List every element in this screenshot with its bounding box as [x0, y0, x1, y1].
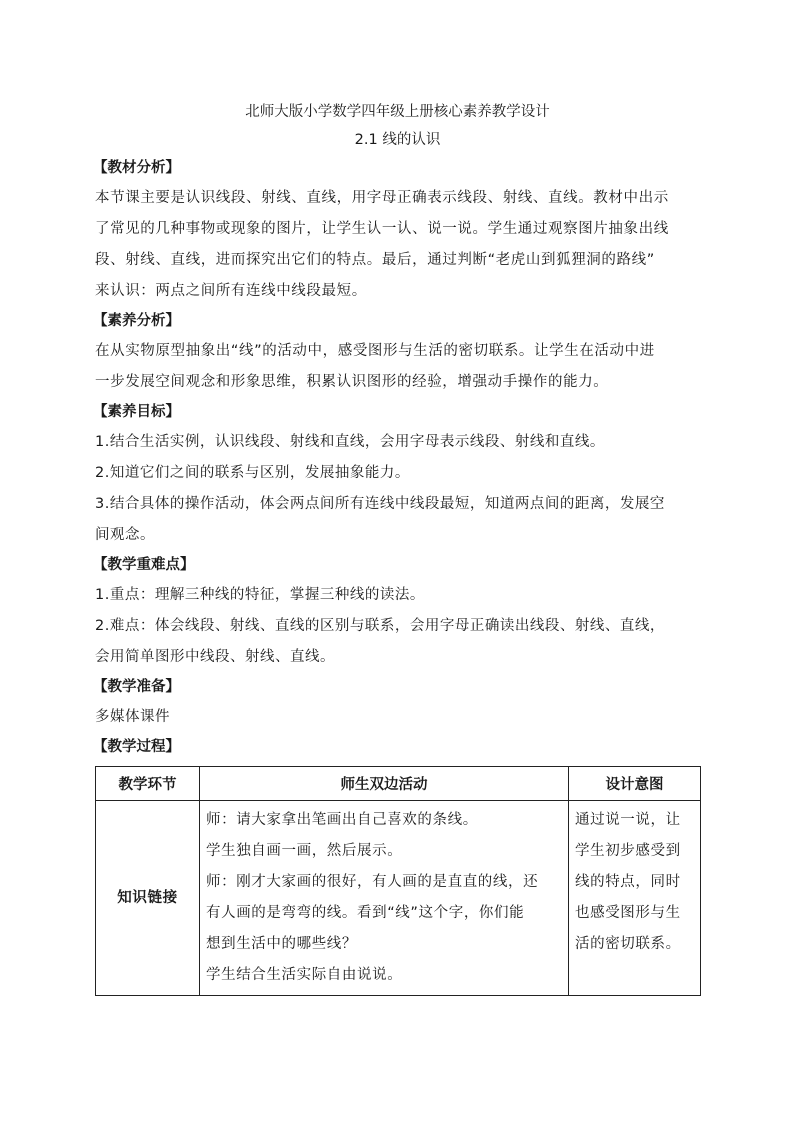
material-paragraph: [95, 183, 700, 307]
goal-item: 2.知道它们之间的联系与区别，发展抽象能力。: [95, 465, 410, 481]
keypoint-item: 1.重点：理解三种线的特征，掌握三种线的读法。: [95, 587, 425, 603]
paragraph-line: 了常见的几种事物或现象的图片，让学生认一认、说一说。学生通过观察图片抽象出线: [95, 221, 669, 237]
section-heading-goals: 【素养目标】: [93, 404, 180, 420]
paragraph-line: 本节课主要是认识线段、射线、直线，用字母正确表示线段、射线、直线。教材中出示: [95, 190, 669, 206]
table-header-intent: 设计意图: [569, 767, 701, 801]
section-heading-prep: 【教学准备】: [93, 679, 180, 695]
activity-line: 想到生活中的哪些线？: [206, 936, 357, 952]
table-cell-intent: [569, 801, 701, 996]
table-row: [96, 801, 701, 996]
intent-line: 也感受图形与生: [575, 905, 681, 921]
section-heading-material: 【教材分析】: [93, 160, 180, 176]
activity-line: 学生结合生活实际自由说说。: [206, 967, 403, 983]
intent-line: 活的密切联系。: [575, 936, 681, 952]
paragraph-line: 在从实物原型抽象出“线”的活动中，感受图形与生活的密切联系。让学生在活动中进: [95, 343, 655, 359]
table-cell-stage: 知识链接: [96, 801, 200, 996]
table-cell-activity: [200, 801, 569, 996]
document-subtitle: 2.1 线的认识: [354, 132, 441, 148]
literacy-paragraph: [95, 336, 700, 398]
activity-line: 有人画的是弯弯的线。看到“线”这个字，你们能: [206, 905, 525, 921]
goal-item: 1.结合生活实例，认识线段、射线和直线，会用字母表示线段、射线和直线。: [95, 434, 605, 450]
paragraph-line: 段、射线、直线，进而探究出它们的特点。最后，通过判断“老虎山到狐狸洞的路线”: [95, 252, 655, 268]
intent-line: 通过说一说，让: [575, 812, 681, 828]
intent-line: 线的特点，同时: [575, 874, 681, 890]
paragraph-line: 来认识：两点之间所有连线中线段最短。: [95, 283, 367, 299]
paragraph-line: 一步发展空间观念和形象思维，积累认识图形的经验，增强动手操作的能力。: [95, 374, 609, 390]
activity-line: 学生独自画一画，然后展示。: [206, 843, 403, 859]
goal-item: 3.结合具体的操作活动，体会两点间所有连线中线段最短，知道两点间的距离，发展空: [95, 496, 665, 512]
section-heading-keypoints: 【教学重难点】: [93, 557, 195, 573]
activity-line: 师：请大家拿出笔画出自己喜欢的条线。: [206, 812, 478, 828]
prep-text: 多媒体课件: [95, 709, 170, 725]
section-heading-process: 【教学过程】: [93, 739, 180, 755]
goal-item: 间观念。: [95, 527, 155, 543]
table-header-row: [96, 767, 701, 801]
table-header-stage: 教学环节: [96, 767, 200, 801]
table-header-activity: 师生双边活动: [200, 767, 569, 801]
keypoint-item: 会用简单图形中线段、射线、直线。: [95, 649, 335, 665]
document-title: 北师大版小学数学四年级上册核心素养教学设计: [245, 104, 550, 120]
goals-list: [95, 427, 700, 551]
keypoint-item: 2.难点：体会线段、射线、直线的区别与联系，会用字母正确读出线段、射线、直线，: [95, 618, 665, 634]
document-page: [95, 98, 700, 996]
activity-line: 师：刚才大家画的很好，有人画的是直直的线，还: [206, 874, 539, 890]
section-heading-literacy: 【素养分析】: [93, 313, 180, 329]
intent-line: 学生初步感受到: [575, 843, 681, 859]
teaching-process-table: [95, 766, 701, 996]
keypoints-list: [95, 580, 700, 673]
